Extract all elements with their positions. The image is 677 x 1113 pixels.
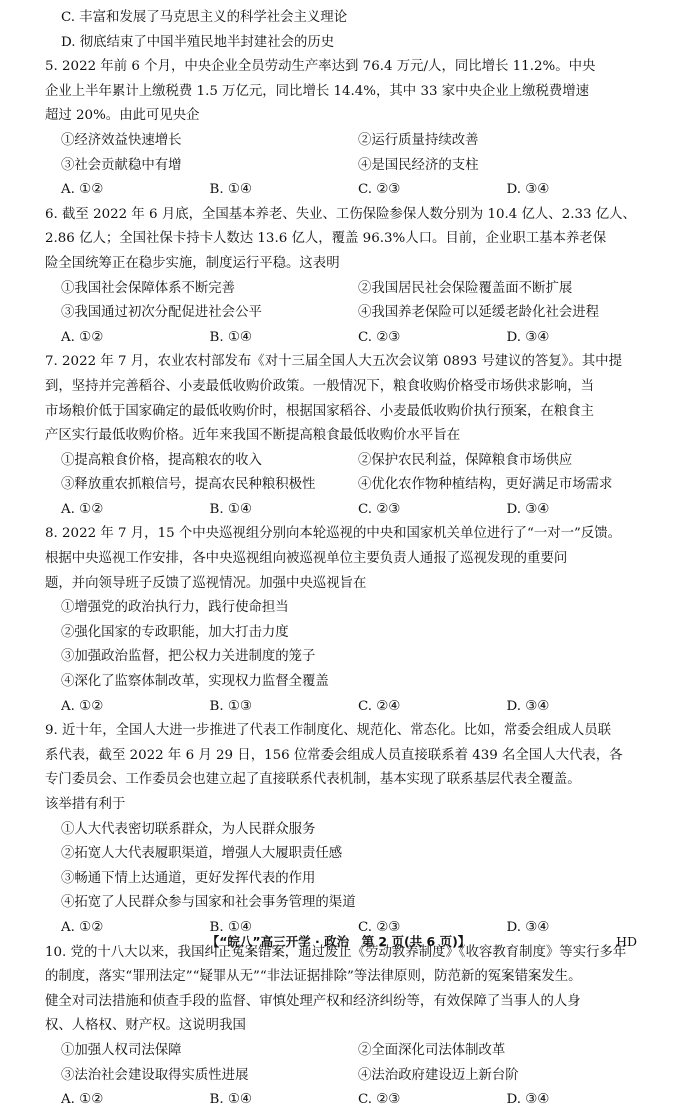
answer-choice[interactable]: C. ②③ — [358, 1092, 401, 1108]
question-stem-line: 6. 截至 2022 年 6 月底，全国基本养老、失业、工伤保险参保人数分别为 10.4 亿人、2.33 亿人、 — [45, 206, 636, 222]
statement-row — [45, 277, 655, 302]
statement-option: ②运行质量持续改善 — [358, 132, 479, 148]
question-stem-line: 8. 2022 年 7 月，15 个中央巡视组分别向本轮巡视的中央和国家机关单位进行了“一对一”反馈。 — [45, 526, 622, 542]
answer-choices — [45, 178, 655, 203]
answer-choice[interactable]: B. ①④ — [209, 919, 252, 935]
question-stem-line: 健全对司法措施和侦查手段的监督、审慎处理产权和经济纠纷等，有效保障了当事人的人身 — [45, 993, 581, 1009]
question-stem-line: 市场粮价低于国家确定的最低收购价时，根据国家稻谷、小麦最低收购价执行预案，在粮食主 — [45, 403, 595, 419]
statement-row — [45, 301, 655, 326]
question-stem-line: 险全国统筹正在稳步实施，制度运行平稳。这表明 — [45, 255, 340, 271]
question-stem-line: 10. 党的十八大以来，我国纠正冤案错案，通过废止《劳动教养制度》《收容教育制度》等实行多年 — [45, 944, 627, 960]
question-5 — [45, 55, 655, 203]
answer-choice[interactable]: A. ①② — [61, 501, 104, 517]
answer-choice[interactable]: B. ①④ — [209, 1092, 252, 1108]
statement-option: ④我国养老保险可以延缓老龄化社会进程 — [358, 305, 600, 321]
prev-option-c: C. 丰富和发展了马克思主义的科学社会主义理论 — [61, 10, 348, 25]
statement-row — [45, 449, 655, 474]
statement-option: ③法治社会建设取得实质性进展 — [61, 1067, 249, 1083]
statement-option: ④拓宽了人民群众参与国家和社会事务管理的渠道 — [61, 895, 356, 911]
statement-option: ④深化了监察体制改革，实现权力监督全覆盖 — [61, 674, 329, 690]
answer-choice[interactable]: D. ③④ — [506, 182, 550, 198]
statement-row — [45, 1039, 655, 1064]
answer-choice[interactable]: A. ①② — [61, 329, 104, 345]
statement-option: ③畅通下情上达通道，更好发挥代表的作用 — [61, 870, 316, 886]
question-stem-line: 超过 20%。由此可见央企 — [45, 108, 200, 124]
question-stem-line: 7. 2022 年 7 月，农业农村部发布《对十三届全国人大五次会议第 0893 号建议的答复》。其中提 — [45, 354, 622, 370]
answer-choice[interactable]: C. ②③ — [358, 329, 401, 345]
question-stem-line: 专门委员会、工作委员会也建立起了直接联系代表机制，基本实现了联系基层代表全覆盖。 — [45, 772, 581, 788]
question-8 — [45, 522, 655, 719]
answer-choice[interactable]: B. ①④ — [209, 501, 252, 517]
statement-row — [45, 1064, 655, 1089]
answer-choice[interactable]: A. ①② — [61, 1092, 104, 1108]
question-6 — [45, 203, 655, 351]
answer-choice[interactable]: D. ③④ — [506, 919, 550, 935]
question-stem-line: 根据中央巡视工作安排，各中央巡视组向被巡视单位主要负责人通报了巡视发现的重要问 — [45, 551, 568, 567]
question-stem-line: 到，坚持并完善稻谷、小麦最低收购价政策。一般情况下，粮食收购价格受市场供求影响，当 — [45, 378, 595, 394]
footer-title: 【“皖八”高三开学 · 政治 第 2 页(共 6 页)】 — [206, 934, 471, 949]
answer-choice[interactable]: B. ①④ — [209, 182, 252, 198]
statement-option: ①加强人权司法保障 — [61, 1042, 182, 1058]
statement-option: ④法治政府建设迈上新台阶 — [358, 1067, 519, 1083]
statement-option: ②全面深化司法体制改革 — [358, 1042, 506, 1058]
answer-choices — [45, 326, 655, 351]
statement-option: ②强化国家的专政职能，加大打击力度 — [61, 624, 289, 640]
question-10 — [45, 941, 655, 1113]
statement-row — [45, 129, 655, 154]
question-stem-line: 2.86 亿人；全国社保卡持卡人数达 13.6 亿人，覆盖 96.3%人口。目前，企业职工基本养老保 — [45, 231, 607, 247]
answer-choice[interactable]: B. ①④ — [209, 329, 252, 345]
statement-row — [45, 154, 655, 179]
answer-choice[interactable]: D. ③④ — [506, 501, 550, 517]
answer-choice[interactable]: A. ①② — [61, 698, 104, 714]
answer-choice[interactable]: C. ②③ — [358, 182, 401, 198]
page-footer — [0, 928, 677, 952]
answer-choice[interactable]: A. ①② — [61, 919, 104, 935]
statement-option: ③释放重农抓粮信号，提高农民种粮积极性 — [61, 477, 316, 493]
footer-code: HD — [616, 934, 637, 949]
question-stem-line: 的制度，落实“罪刑法定”“疑罪从无”“非法证据排除”等法律原则，防范新的冤案错案发生。 — [45, 969, 582, 985]
statement-option: ③社会贡献稳中有增 — [61, 157, 182, 173]
answer-choice[interactable]: C. ②③ — [358, 919, 401, 935]
statement-option: ①我国社会保障体系不断完善 — [61, 280, 236, 296]
question-9 — [45, 719, 655, 940]
answer-choice[interactable]: D. ③④ — [506, 698, 550, 714]
statement-option: ③加强政治监督，把公权力关进制度的笼子 — [61, 649, 316, 665]
question-stem-line: 权、人格权、财产权。这说明我国 — [45, 1018, 246, 1034]
question-stem-line: 5. 2022 年前 6 个月，中央企业全员劳动生产率达到 76.4 万元/人，同比增长 11.2%。中央 — [45, 59, 596, 75]
statement-option: ①提高粮食价格，提高粮农的收入 — [61, 452, 262, 468]
answer-choices — [45, 498, 655, 523]
prev-option-d: D. 彻底结束了中国半殖民地半封建社会的历史 — [61, 34, 335, 50]
statement-option: ①人大代表密切联系群众，为人民群众服务 — [61, 821, 316, 837]
answer-choice[interactable]: B. ①③ — [209, 698, 252, 714]
statement-option: ②拓宽人大代表履职渠道，增强人大履职责任感 — [61, 846, 343, 862]
question-stem-line: 9. 近十年，全国人大进一步推进了代表工作制度化、规范化、常态化。比如，常委会组成人员联 — [45, 723, 612, 739]
answer-choice[interactable]: D. ③④ — [506, 1092, 550, 1108]
question-7 — [45, 350, 655, 522]
answer-choices — [45, 695, 655, 720]
statement-option: ④是国民经济的支柱 — [358, 157, 479, 173]
question-stem-line: 产区实行最低收购价格。近年来我国不断提高粮食最低收购价水平旨在 — [45, 428, 461, 444]
answer-choices — [45, 1088, 655, 1113]
statement-option: ④优化农作物种植结构，更好满足市场需求 — [358, 477, 613, 493]
question-stem-line: 题，并向领导班子反馈了巡视情况。加强中央巡视旨在 — [45, 575, 367, 591]
answer-choice[interactable]: C. ②④ — [358, 698, 401, 714]
statement-option: ①增强党的政治执行力，践行使命担当 — [61, 600, 289, 616]
answer-choice[interactable]: C. ②③ — [358, 501, 401, 517]
answer-choice[interactable]: D. ③④ — [506, 329, 550, 345]
answer-choice[interactable]: A. ①② — [61, 182, 104, 198]
statement-option: ①经济效益快速增长 — [61, 132, 182, 148]
statement-option: ②保护农民利益，保障粮食市场供应 — [358, 452, 573, 468]
statement-option: ③我国通过初次分配促进社会公平 — [61, 305, 262, 321]
question-stem-line: 系代表，截至 2022 年 6 月 29 日，156 位常委会组成人员直接联系着 439 名全国人大代表，各 — [45, 747, 623, 763]
question-stem-line: 企业上半年累计上缴税费 1.5 万亿元，同比增长 14.4%，其中 33 家中央企业上缴税费增速 — [45, 83, 590, 99]
question-stem-line: 该举措有利于 — [45, 797, 126, 812]
statement-option: ②我国居民社会保险覆盖面不断扩展 — [358, 280, 573, 296]
statement-row — [45, 473, 655, 498]
